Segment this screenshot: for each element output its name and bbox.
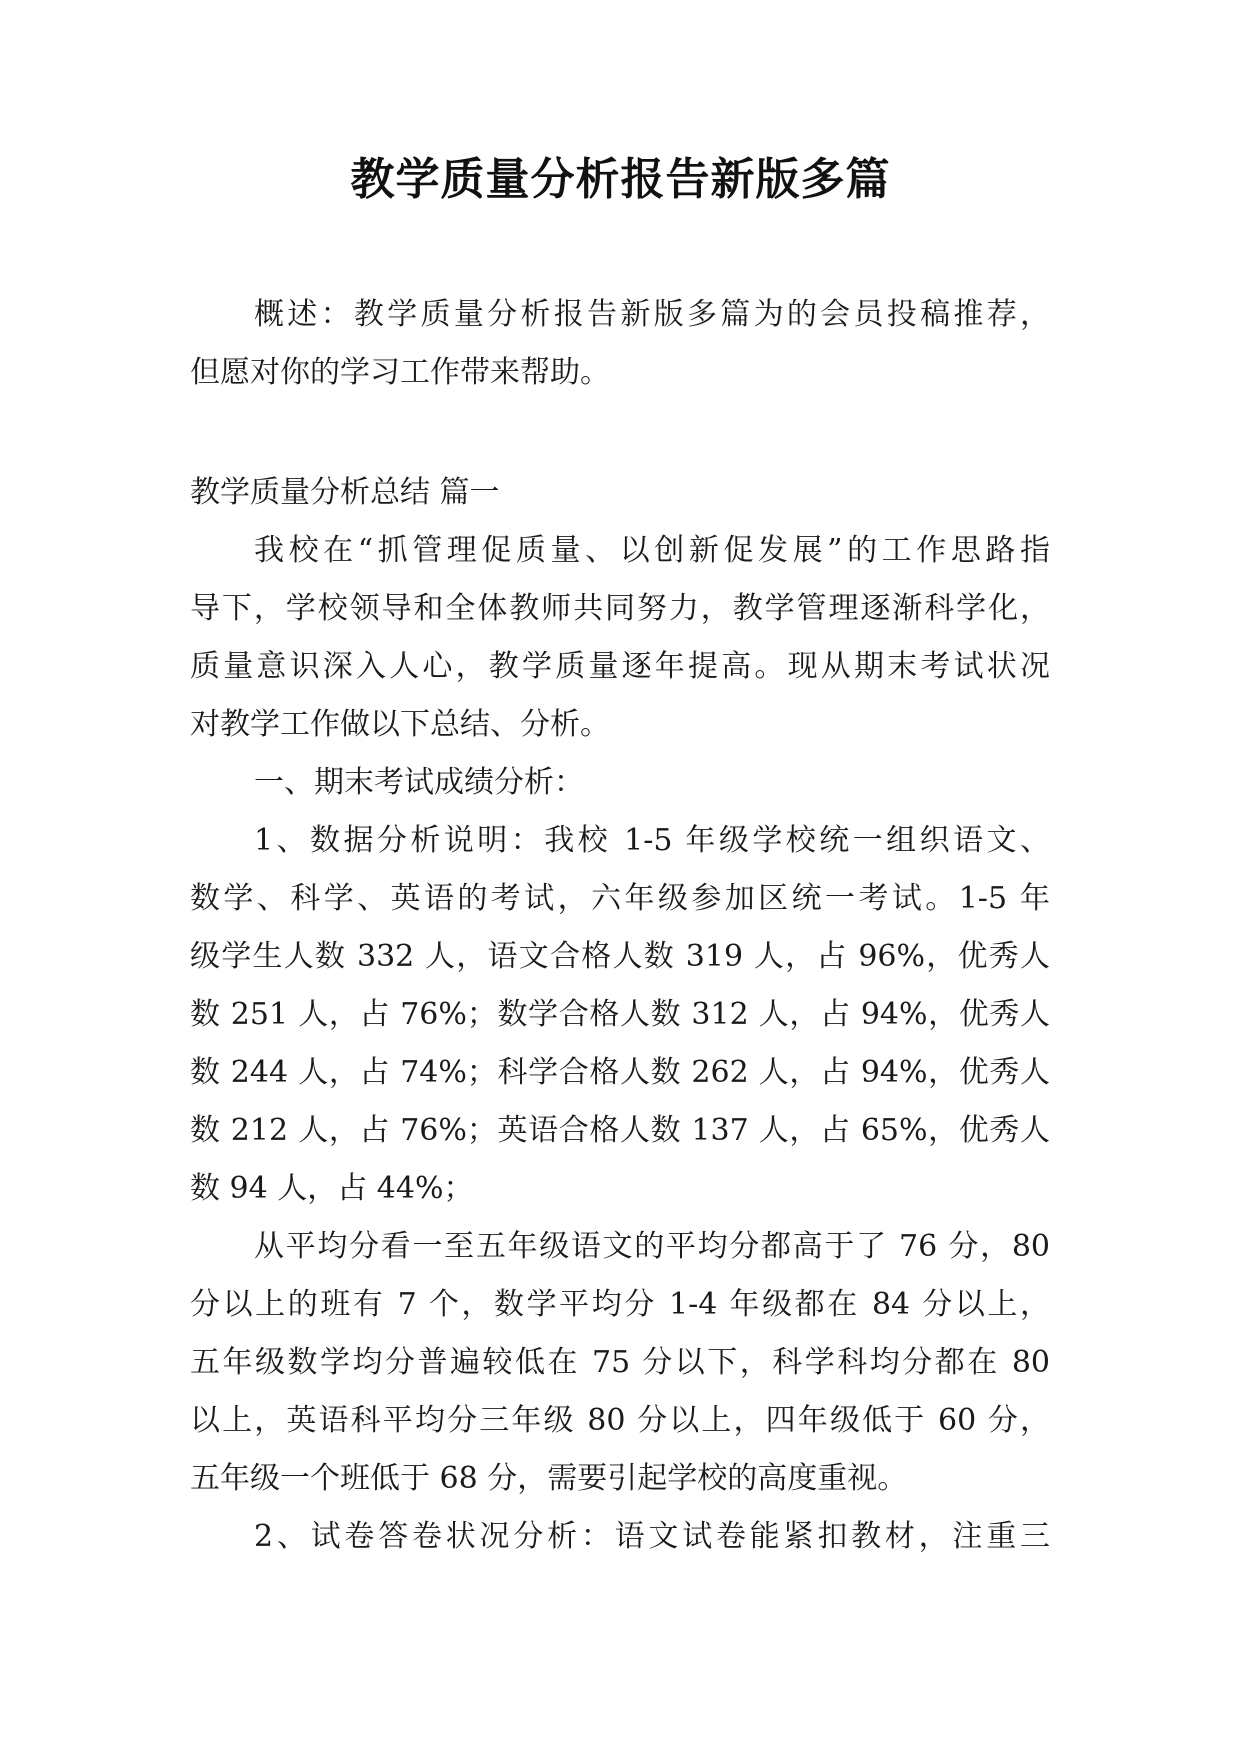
paragraph-line: 数 94 人，占 44%；: [190, 1171, 474, 1206]
paragraph-line: 1、数据分析说明：我校 1-5 年级学校统一组织语文、: [254, 823, 1050, 858]
paragraph-line: 数 251 人，占 76%；数学合格人数 312 人，占 94%，优秀人: [190, 997, 1050, 1032]
paragraph-line: 2、试卷答卷状况分析：语文试卷能紧扣教材，注重三: [254, 1519, 1050, 1554]
paragraph-line: 数学、科学、英语的考试，六年级参加区统一考试。1-5 年: [190, 881, 1050, 916]
paragraph-line: 级学生人数 332 人，语文合格人数 319 人，占 96%，优秀人: [190, 939, 1050, 974]
paragraph-line: 分以上的班有 7 个，数学平均分 1-4 年级都在 84 分以上，: [190, 1287, 1050, 1322]
paragraph-line: 质量意识深入人心，教学质量逐年提高。现从期末考试状况: [190, 649, 1050, 684]
paragraph-line: 以上，英语科平均分三年级 80 分以上，四年级低于 60 分，: [190, 1403, 1050, 1438]
summary-paragraph: [190, 286, 1050, 402]
summary-line: 但愿对你的学习工作带来帮助。: [190, 355, 610, 390]
paragraph-line: 导下，学校领导和全体教师共同努力，教学管理逐渐科学化，: [190, 591, 1050, 626]
section-body: [190, 522, 1050, 1566]
paragraph-line: 五年级数学均分普遍较低在 75 分以下，科学科均分都在 80: [190, 1345, 1050, 1380]
document-title: 教学质量分析报告新版多篇: [350, 154, 891, 205]
section-heading: [190, 464, 1050, 522]
paragraph-line: 数 212 人，占 76%；英语合格人数 137 人，占 65%，优秀人: [190, 1113, 1050, 1148]
paragraph-line: 一、期末考试成绩分析：: [254, 765, 584, 800]
paragraph-line: 我校在“抓管理促质量、以创新促发展”的工作思路指: [254, 533, 1050, 568]
paragraph-line: 数 244 人，占 74%；科学合格人数 262 人，占 94%，优秀人: [190, 1055, 1050, 1090]
paragraph-line: 五年级一个班低于 68 分，需要引起学校的高度重视。: [190, 1461, 908, 1496]
summary-line: 概述：教学质量分析报告新版多篇为的会员投稿推荐，: [254, 297, 1050, 332]
section-heading-text: 教学质量分析总结 篇一: [190, 475, 500, 510]
paragraph-line: 对教学工作做以下总结、分析。: [190, 707, 610, 742]
paragraph-line: 从平均分看一至五年级语文的平均分都高于了 76 分，80: [254, 1229, 1050, 1264]
